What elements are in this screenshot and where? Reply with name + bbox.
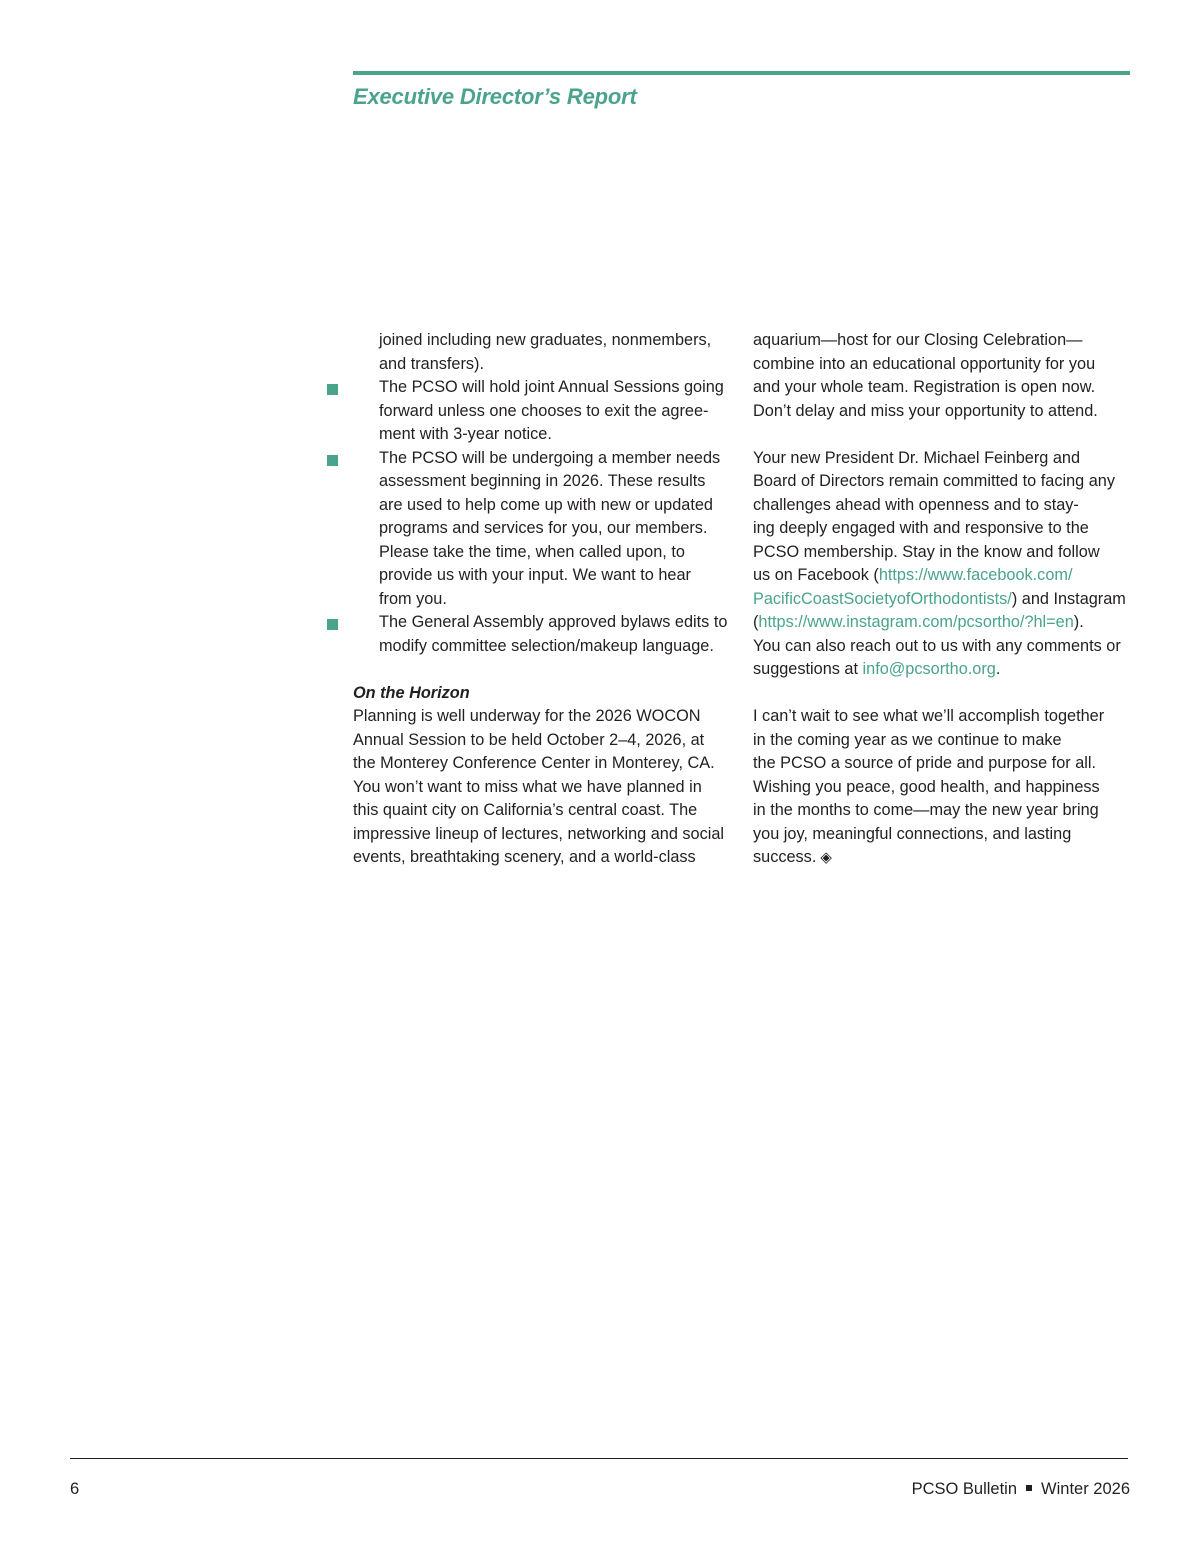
- instagram-link[interactable]: https://www.instagram.com/pcsortho/?hl=en: [758, 613, 1074, 631]
- footer-rule: [70, 1458, 1128, 1459]
- header-rule: [353, 71, 1130, 75]
- text-line: combine into an educational opportunity for you: [753, 354, 1096, 373]
- text-line: You can also reach out to us with any comments or: [753, 636, 1121, 655]
- text-line: forward unless one chooses to exit the agree-: [379, 401, 709, 420]
- text-line: You won’t want to miss what we have planned in: [353, 777, 702, 796]
- text-line: The PCSO will be undergoing a member needs: [379, 448, 721, 467]
- text-line: impressive lineup of lectures, networking and social: [353, 824, 725, 843]
- issue-date: Winter 2026: [1041, 1480, 1130, 1498]
- bullet-item: [353, 611, 733, 658]
- text-line: events, breathtaking scenery, and a world-class: [353, 848, 696, 866]
- text-fragment: (: [753, 613, 759, 631]
- text-line: [753, 846, 1133, 870]
- end-of-article-icon: ◈: [820, 849, 832, 866]
- text-line: in the coming year as we continue to make: [753, 730, 1062, 749]
- text-line: programs and services for you, our members.: [379, 519, 708, 537]
- square-separator-icon: [1026, 1485, 1032, 1491]
- text-line: assessment beginning in 2026. These results: [379, 472, 706, 490]
- text-line: The PCSO will hold joint Annual Sessions going: [379, 378, 724, 396]
- paragraph-gap: [753, 423, 1133, 447]
- text-line: you joy, meaningful connections, and lasting: [753, 824, 1072, 843]
- page-number: 6: [70, 1480, 80, 1498]
- text-line: PCSO membership. Stay in the know and follow: [753, 542, 1100, 561]
- text-line: the Monterey Conference Center in Monterey, CA.: [353, 754, 715, 772]
- paragraph-gap: [753, 682, 1133, 706]
- text-line: [753, 588, 1133, 612]
- left-column: [353, 329, 733, 870]
- continued-bullet-text: [353, 329, 733, 376]
- text-line: from you.: [379, 589, 447, 608]
- square-bullet-icon: [327, 384, 338, 395]
- text-line: in the months to come—may the new year bring: [753, 801, 1099, 819]
- horizon-paragraph: [353, 705, 733, 870]
- subheading-on-the-horizon: On the Horizon: [353, 683, 470, 702]
- text-line: ment with 3-year notice.: [379, 425, 552, 443]
- square-bullet-icon: [327, 455, 338, 466]
- square-bullet-icon: [327, 619, 338, 630]
- text-line: [753, 611, 1133, 635]
- text-line: ing deeply engaged with and responsive to the: [753, 519, 1089, 537]
- publication-name: PCSO Bulletin: [911, 1480, 1018, 1498]
- text-line: [753, 658, 1133, 682]
- publication-info: [912, 1480, 1130, 1499]
- right-column: [753, 329, 1133, 870]
- paragraph-gap: [353, 658, 733, 682]
- text-fragment: us on Facebook (: [753, 566, 879, 584]
- facebook-link[interactable]: https://www.facebook.com/: [878, 566, 1073, 584]
- paragraph-registration: [753, 329, 1133, 423]
- email-link[interactable]: info@pcsortho.org: [862, 660, 996, 678]
- text-line: Don’t delay and miss your opportunity to attend.: [753, 401, 1098, 420]
- text-line: the PCSO a source of pride and purpose for all.: [753, 754, 1097, 772]
- text-line: The General Assembly approved bylaws edits to: [379, 613, 728, 631]
- text-line: I can’t wait to see what we’ll accomplish together: [753, 707, 1105, 725]
- text-line: Please take the time, when called upon, to: [379, 542, 685, 561]
- text-line: modify committee selection/makeup language.: [379, 636, 714, 655]
- text-line: this quaint city on California’s central coast. The: [353, 801, 698, 819]
- text-line: challenges ahead with openness and to stay-: [753, 495, 1079, 514]
- text-line: [753, 564, 1133, 588]
- text-fragment: success.: [753, 848, 817, 866]
- text-line: and your whole team. Registration is open now.: [753, 378, 1096, 396]
- text-line: joined including new graduates, nonmembers,: [379, 331, 712, 349]
- facebook-link-continued[interactable]: PacificCoastSocietyofOrthodontists/: [753, 589, 1012, 608]
- text-fragment: ).: [1073, 613, 1084, 631]
- text-fragment: suggestions at: [753, 660, 863, 678]
- section-title: Executive Director’s Report: [353, 84, 637, 109]
- text-fragment: ) and Instagram: [1011, 589, 1126, 608]
- paragraph-closing: [753, 705, 1133, 870]
- text-line: Planning is well underway for the 2026 WOCON: [353, 707, 701, 725]
- bullet-item: [353, 447, 733, 612]
- text-line: and transfers).: [379, 354, 484, 373]
- paragraph-president: [753, 447, 1133, 682]
- text-line: are used to help come up with new or updated: [379, 495, 713, 514]
- text-line: provide us with your input. We want to hear: [379, 566, 691, 584]
- text-line: Board of Directors remain committed to facing any: [753, 472, 1115, 490]
- text-line: aquarium—host for our Closing Celebration—: [753, 331, 1083, 349]
- text-line: Your new President Dr. Michael Feinberg and: [753, 448, 1081, 467]
- bullet-item: [353, 376, 733, 447]
- text-line: Annual Session to be held October 2–4, 2026, at: [353, 730, 705, 749]
- text-fragment: .: [995, 660, 1001, 678]
- text-line: Wishing you peace, good health, and happiness: [753, 777, 1100, 796]
